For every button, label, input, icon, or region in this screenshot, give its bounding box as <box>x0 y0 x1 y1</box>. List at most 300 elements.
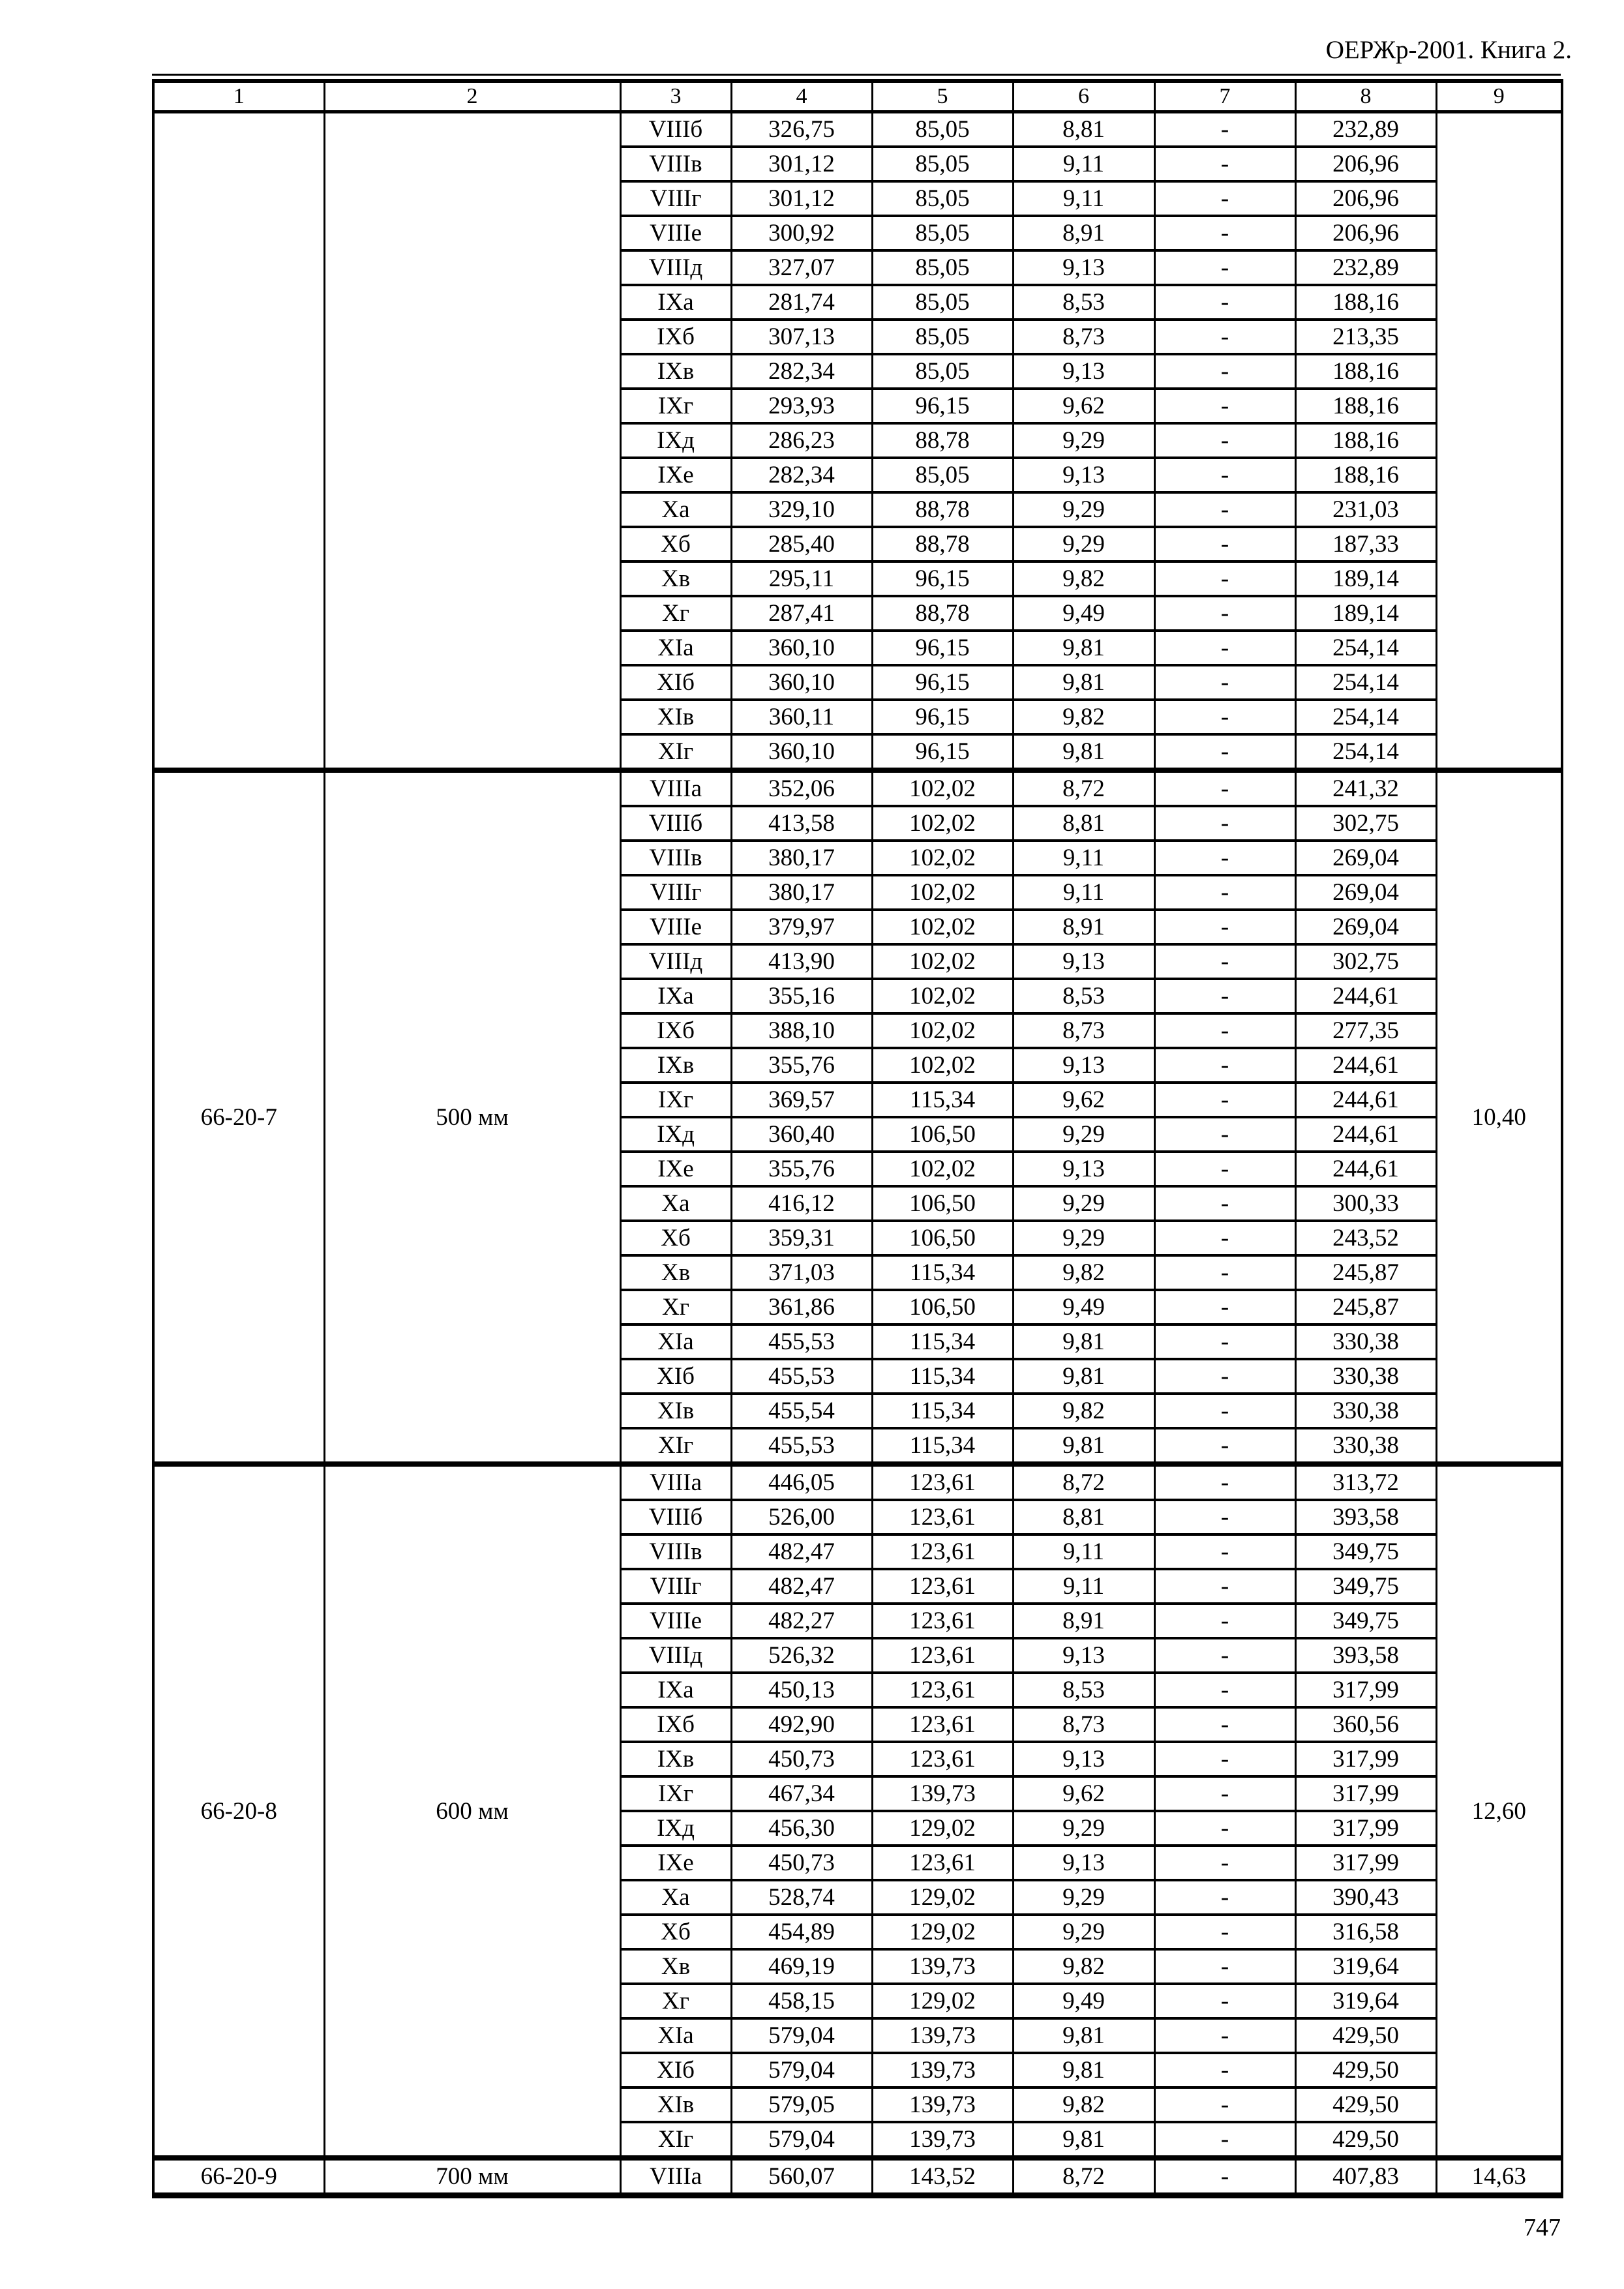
category-cell: VIIIв <box>620 1534 731 1569</box>
value-cell: 380,17 <box>731 841 872 875</box>
value-cell: 9,13 <box>1013 1742 1154 1776</box>
size-cell <box>324 112 620 771</box>
value-cell: 8,91 <box>1013 216 1154 250</box>
dash-cell: - <box>1154 1776 1295 1811</box>
dash-cell: - <box>1154 2087 1295 2122</box>
table-row <box>153 2158 1562 2196</box>
value-cell: 254,14 <box>1295 734 1436 770</box>
value-cell: 359,31 <box>731 1221 872 1255</box>
estimate-table-wrap <box>152 74 1561 2198</box>
value-cell: 254,14 <box>1295 631 1436 665</box>
value-cell: 244,61 <box>1295 1048 1436 1083</box>
value-cell: 102,02 <box>872 1048 1013 1083</box>
value-cell: 115,34 <box>872 1394 1013 1428</box>
value-cell: 9,13 <box>1013 1846 1154 1880</box>
dash-cell: - <box>1154 354 1295 389</box>
dash-cell: - <box>1154 1569 1295 1604</box>
value-cell: 329,10 <box>731 492 872 527</box>
value-cell: 9,11 <box>1013 1534 1154 1569</box>
category-cell: Xг <box>620 1290 731 1324</box>
value-cell: 115,34 <box>872 1255 1013 1290</box>
value-cell: 454,89 <box>731 1915 872 1949</box>
category-cell: VIIIг <box>620 181 731 216</box>
value-cell: 450,73 <box>731 1846 872 1880</box>
value-cell: 123,61 <box>872 1604 1013 1638</box>
value-cell: 393,58 <box>1295 1638 1436 1673</box>
dash-cell: - <box>1154 1880 1295 1915</box>
value-cell: 9,82 <box>1013 1255 1154 1290</box>
estimate-table <box>152 79 1563 2198</box>
value-cell: 327,07 <box>731 250 872 285</box>
value-cell: 450,73 <box>731 1742 872 1776</box>
column-number-header: 8 <box>1295 81 1436 112</box>
value-cell: 286,23 <box>731 423 872 458</box>
category-cell: Xа <box>620 1186 731 1221</box>
category-cell: VIIIв <box>620 841 731 875</box>
aux-cell <box>1436 112 1562 771</box>
value-cell: 254,14 <box>1295 665 1436 700</box>
value-cell: 9,81 <box>1013 2018 1154 2053</box>
code-cell <box>153 112 324 771</box>
category-cell: Xа <box>620 1880 731 1915</box>
category-cell: IXб <box>620 1707 731 1742</box>
dash-cell: - <box>1154 2122 1295 2158</box>
value-cell: 102,02 <box>872 1013 1013 1048</box>
value-cell: 9,82 <box>1013 700 1154 734</box>
category-cell: Xв <box>620 1255 731 1290</box>
code-cell: 66-20-8 <box>153 1464 324 2158</box>
value-cell: 349,75 <box>1295 1604 1436 1638</box>
category-cell: VIIIг <box>620 1569 731 1604</box>
value-cell: 9,13 <box>1013 458 1154 492</box>
dash-cell: - <box>1154 216 1295 250</box>
value-cell: 85,05 <box>872 112 1013 147</box>
column-number-header: 7 <box>1154 81 1295 112</box>
dash-cell: - <box>1154 1464 1295 1500</box>
dash-cell: - <box>1154 665 1295 700</box>
value-cell: 139,73 <box>872 1776 1013 1811</box>
value-cell: 96,15 <box>872 700 1013 734</box>
value-cell: 85,05 <box>872 181 1013 216</box>
value-cell: 139,73 <box>872 2122 1013 2158</box>
value-cell: 102,02 <box>872 1152 1013 1186</box>
value-cell: 458,15 <box>731 1984 872 2018</box>
size-cell: 700 мм <box>324 2158 620 2196</box>
value-cell: 189,14 <box>1295 596 1436 631</box>
value-cell: 282,34 <box>731 458 872 492</box>
value-cell: 287,41 <box>731 596 872 631</box>
value-cell: 355,76 <box>731 1152 872 1186</box>
value-cell: 302,75 <box>1295 944 1436 979</box>
dash-cell: - <box>1154 1638 1295 1673</box>
column-number-header: 1 <box>153 81 324 112</box>
category-cell: IXд <box>620 1117 731 1152</box>
category-cell: VIIIа <box>620 2158 731 2196</box>
value-cell: 371,03 <box>731 1255 872 1290</box>
value-cell: 300,33 <box>1295 1186 1436 1221</box>
dash-cell: - <box>1154 527 1295 561</box>
value-cell: 277,35 <box>1295 1013 1436 1048</box>
category-cell: IXг <box>620 1083 731 1117</box>
dash-cell: - <box>1154 1324 1295 1359</box>
dash-cell: - <box>1154 320 1295 354</box>
dash-cell: - <box>1154 181 1295 216</box>
value-cell: 244,61 <box>1295 1117 1436 1152</box>
value-cell: 360,56 <box>1295 1707 1436 1742</box>
value-cell: 206,96 <box>1295 181 1436 216</box>
value-cell: 102,02 <box>872 841 1013 875</box>
value-cell: 8,73 <box>1013 1013 1154 1048</box>
category-cell: XIа <box>620 1324 731 1359</box>
value-cell: 188,16 <box>1295 285 1436 320</box>
value-cell: 231,03 <box>1295 492 1436 527</box>
value-cell: 9,81 <box>1013 2122 1154 2158</box>
dash-cell: - <box>1154 2158 1295 2196</box>
value-cell: 232,89 <box>1295 250 1436 285</box>
value-cell: 243,52 <box>1295 1221 1436 1255</box>
dash-cell: - <box>1154 806 1295 841</box>
value-cell: 302,75 <box>1295 806 1436 841</box>
category-cell: VIIIб <box>620 806 731 841</box>
category-cell: IXе <box>620 458 731 492</box>
dash-cell: - <box>1154 561 1295 596</box>
column-number-header: 3 <box>620 81 731 112</box>
category-cell: VIIIд <box>620 944 731 979</box>
value-cell: 455,53 <box>731 1324 872 1359</box>
dash-cell: - <box>1154 1013 1295 1048</box>
value-cell: 206,96 <box>1295 147 1436 181</box>
value-cell: 352,06 <box>731 770 872 806</box>
dash-cell: - <box>1154 1949 1295 1984</box>
value-cell: 8,81 <box>1013 1500 1154 1534</box>
value-cell: 139,73 <box>872 2053 1013 2087</box>
value-cell: 139,73 <box>872 2087 1013 2122</box>
dash-cell: - <box>1154 1290 1295 1324</box>
dash-cell: - <box>1154 1117 1295 1152</box>
value-cell: 455,54 <box>731 1394 872 1428</box>
value-cell: 106,50 <box>872 1117 1013 1152</box>
value-cell: 9,81 <box>1013 2053 1154 2087</box>
category-cell: Xв <box>620 561 731 596</box>
dash-cell: - <box>1154 458 1295 492</box>
value-cell: 188,16 <box>1295 354 1436 389</box>
value-cell: 8,53 <box>1013 285 1154 320</box>
category-cell: Xг <box>620 1984 731 2018</box>
value-cell: 319,64 <box>1295 1949 1436 1984</box>
category-cell: IXв <box>620 1048 731 1083</box>
value-cell: 9,81 <box>1013 734 1154 770</box>
value-cell: 379,97 <box>731 910 872 944</box>
value-cell: 245,87 <box>1295 1290 1436 1324</box>
value-cell: 9,82 <box>1013 2087 1154 2122</box>
value-cell: 482,47 <box>731 1569 872 1604</box>
dash-cell: - <box>1154 1083 1295 1117</box>
value-cell: 8,73 <box>1013 1707 1154 1742</box>
value-cell: 9,49 <box>1013 596 1154 631</box>
value-cell: 85,05 <box>872 320 1013 354</box>
value-cell: 285,40 <box>731 527 872 561</box>
value-cell: 317,99 <box>1295 1776 1436 1811</box>
value-cell: 9,82 <box>1013 561 1154 596</box>
category-cell: IXв <box>620 1742 731 1776</box>
value-cell: 579,04 <box>731 2018 872 2053</box>
value-cell: 85,05 <box>872 285 1013 320</box>
column-number-header: 9 <box>1436 81 1562 112</box>
value-cell: 9,49 <box>1013 1984 1154 2018</box>
category-cell: IXг <box>620 389 731 423</box>
value-cell: 96,15 <box>872 631 1013 665</box>
dash-cell: - <box>1154 770 1295 806</box>
category-cell: Xб <box>620 1221 731 1255</box>
table-row <box>153 112 1562 147</box>
value-cell: 8,81 <box>1013 806 1154 841</box>
value-cell: 8,72 <box>1013 1464 1154 1500</box>
category-cell: VIIIа <box>620 1464 731 1500</box>
value-cell: 330,38 <box>1295 1324 1436 1359</box>
dash-cell: - <box>1154 1394 1295 1428</box>
value-cell: 115,34 <box>872 1324 1013 1359</box>
value-cell: 9,13 <box>1013 1152 1154 1186</box>
dash-cell: - <box>1154 250 1295 285</box>
value-cell: 300,92 <box>731 216 872 250</box>
value-cell: 9,13 <box>1013 1638 1154 1673</box>
value-cell: 115,34 <box>872 1428 1013 1464</box>
value-cell: 360,10 <box>731 631 872 665</box>
value-cell: 455,53 <box>731 1359 872 1394</box>
value-cell: 330,38 <box>1295 1428 1436 1464</box>
value-cell: 102,02 <box>872 944 1013 979</box>
dash-cell: - <box>1154 910 1295 944</box>
dash-cell: - <box>1154 2018 1295 2053</box>
value-cell: 9,29 <box>1013 1811 1154 1846</box>
category-cell: IXд <box>620 423 731 458</box>
category-cell: VIIIе <box>620 216 731 250</box>
dash-cell: - <box>1154 492 1295 527</box>
value-cell: 579,05 <box>731 2087 872 2122</box>
category-cell: XIг <box>620 734 731 770</box>
running-head: ОЕРЖр-2001. Книга 2. <box>1325 36 1572 64</box>
value-cell: 9,29 <box>1013 492 1154 527</box>
value-cell: 9,29 <box>1013 527 1154 561</box>
dash-cell: - <box>1154 596 1295 631</box>
value-cell: 8,72 <box>1013 2158 1154 2196</box>
category-cell: XIб <box>620 665 731 700</box>
value-cell: 9,62 <box>1013 1083 1154 1117</box>
dash-cell: - <box>1154 1984 1295 2018</box>
category-cell: IXб <box>620 320 731 354</box>
value-cell: 115,34 <box>872 1359 1013 1394</box>
value-cell: 9,29 <box>1013 1186 1154 1221</box>
value-cell: 9,11 <box>1013 1569 1154 1604</box>
value-cell: 390,43 <box>1295 1880 1436 1915</box>
value-cell: 96,15 <box>872 389 1013 423</box>
table-row <box>153 1464 1562 1500</box>
dash-cell: - <box>1154 1048 1295 1083</box>
value-cell: 8,91 <box>1013 1604 1154 1638</box>
value-cell: 317,99 <box>1295 1742 1436 1776</box>
value-cell: 115,34 <box>872 1083 1013 1117</box>
value-cell: 360,10 <box>731 734 872 770</box>
category-cell: VIIIд <box>620 250 731 285</box>
value-cell: 188,16 <box>1295 423 1436 458</box>
value-cell: 393,58 <box>1295 1500 1436 1534</box>
value-cell: 9,29 <box>1013 423 1154 458</box>
value-cell: 244,61 <box>1295 1152 1436 1186</box>
value-cell: 9,81 <box>1013 1428 1154 1464</box>
category-cell: Xб <box>620 1915 731 1949</box>
value-cell: 187,33 <box>1295 527 1436 561</box>
dash-cell: - <box>1154 1915 1295 1949</box>
value-cell: 129,02 <box>872 1984 1013 2018</box>
value-cell: 189,14 <box>1295 561 1436 596</box>
value-cell: 317,99 <box>1295 1673 1436 1707</box>
value-cell: 317,99 <box>1295 1811 1436 1846</box>
value-cell: 96,15 <box>872 665 1013 700</box>
aux-cell: 12,60 <box>1436 1464 1562 2158</box>
dash-cell: - <box>1154 1359 1295 1394</box>
value-cell: 429,50 <box>1295 2018 1436 2053</box>
value-cell: 88,78 <box>872 492 1013 527</box>
value-cell: 455,53 <box>731 1428 872 1464</box>
value-cell: 429,50 <box>1295 2087 1436 2122</box>
value-cell: 254,14 <box>1295 700 1436 734</box>
value-cell: 9,81 <box>1013 1324 1154 1359</box>
category-cell: IXа <box>620 979 731 1013</box>
value-cell: 293,93 <box>731 389 872 423</box>
value-cell: 388,10 <box>731 1013 872 1048</box>
value-cell: 102,02 <box>872 979 1013 1013</box>
value-cell: 8,53 <box>1013 1673 1154 1707</box>
value-cell: 330,38 <box>1295 1394 1436 1428</box>
value-cell: 482,47 <box>731 1534 872 1569</box>
value-cell: 360,40 <box>731 1117 872 1152</box>
value-cell: 8,73 <box>1013 320 1154 354</box>
dash-cell: - <box>1154 1604 1295 1638</box>
category-cell: XIб <box>620 2053 731 2087</box>
category-cell: XIг <box>620 1428 731 1464</box>
category-cell: VIIIв <box>620 147 731 181</box>
value-cell: 9,81 <box>1013 665 1154 700</box>
dash-cell: - <box>1154 1673 1295 1707</box>
value-cell: 467,34 <box>731 1776 872 1811</box>
value-cell: 213,35 <box>1295 320 1436 354</box>
value-cell: 326,75 <box>731 112 872 147</box>
value-cell: 526,00 <box>731 1500 872 1534</box>
value-cell: 88,78 <box>872 596 1013 631</box>
column-number-row <box>153 81 1562 112</box>
page-number: 747 <box>1524 2214 1561 2241</box>
value-cell: 102,02 <box>872 875 1013 910</box>
value-cell: 413,90 <box>731 944 872 979</box>
value-cell: 355,76 <box>731 1048 872 1083</box>
category-cell: IXб <box>620 1013 731 1048</box>
aux-cell: 10,40 <box>1436 770 1562 1464</box>
value-cell: 123,61 <box>872 1500 1013 1534</box>
category-cell: XIв <box>620 2087 731 2122</box>
category-cell: XIб <box>620 1359 731 1394</box>
value-cell: 9,13 <box>1013 1048 1154 1083</box>
value-cell: 129,02 <box>872 1915 1013 1949</box>
dash-cell: - <box>1154 1534 1295 1569</box>
category-cell: VIIIб <box>620 112 731 147</box>
value-cell: 129,02 <box>872 1811 1013 1846</box>
value-cell: 281,74 <box>731 285 872 320</box>
value-cell: 85,05 <box>872 354 1013 389</box>
category-cell: IXе <box>620 1846 731 1880</box>
value-cell: 330,38 <box>1295 1359 1436 1394</box>
value-cell: 413,58 <box>731 806 872 841</box>
dash-cell: - <box>1154 841 1295 875</box>
value-cell: 307,13 <box>731 320 872 354</box>
category-cell: IXд <box>620 1811 731 1846</box>
dash-cell: - <box>1154 389 1295 423</box>
value-cell: 560,07 <box>731 2158 872 2196</box>
category-cell: IXв <box>620 354 731 389</box>
dash-cell: - <box>1154 2053 1295 2087</box>
dash-cell: - <box>1154 1811 1295 1846</box>
category-cell: XIг <box>620 2122 731 2158</box>
value-cell: 88,78 <box>872 423 1013 458</box>
value-cell: 9,49 <box>1013 1290 1154 1324</box>
dash-cell: - <box>1154 423 1295 458</box>
value-cell: 9,82 <box>1013 1394 1154 1428</box>
category-cell: XIв <box>620 1394 731 1428</box>
dash-cell: - <box>1154 1846 1295 1880</box>
value-cell: 9,62 <box>1013 389 1154 423</box>
value-cell: 85,05 <box>872 458 1013 492</box>
value-cell: 317,99 <box>1295 1846 1436 1880</box>
category-cell: IXа <box>620 1673 731 1707</box>
category-cell: VIIIг <box>620 875 731 910</box>
value-cell: 123,61 <box>872 1846 1013 1880</box>
dash-cell: - <box>1154 112 1295 147</box>
dash-cell: - <box>1154 734 1295 770</box>
category-cell: IXе <box>620 1152 731 1186</box>
value-cell: 407,83 <box>1295 2158 1436 2196</box>
value-cell: 102,02 <box>872 910 1013 944</box>
value-cell: 9,81 <box>1013 631 1154 665</box>
value-cell: 123,61 <box>872 1464 1013 1500</box>
value-cell: 319,64 <box>1295 1984 1436 2018</box>
code-cell: 66-20-9 <box>153 2158 324 2196</box>
value-cell: 8,91 <box>1013 910 1154 944</box>
value-cell: 123,61 <box>872 1673 1013 1707</box>
dash-cell: - <box>1154 979 1295 1013</box>
value-cell: 492,90 <box>731 1707 872 1742</box>
category-cell: Xг <box>620 596 731 631</box>
value-cell: 123,61 <box>872 1569 1013 1604</box>
value-cell: 429,50 <box>1295 2122 1436 2158</box>
size-cell: 600 мм <box>324 1464 620 2158</box>
dash-cell: - <box>1154 1186 1295 1221</box>
value-cell: 139,73 <box>872 2018 1013 2053</box>
value-cell: 106,50 <box>872 1221 1013 1255</box>
dash-cell: - <box>1154 1707 1295 1742</box>
value-cell: 244,61 <box>1295 979 1436 1013</box>
value-cell: 355,16 <box>731 979 872 1013</box>
value-cell: 360,10 <box>731 665 872 700</box>
dash-cell: - <box>1154 700 1295 734</box>
value-cell: 456,30 <box>731 1811 872 1846</box>
value-cell: 106,50 <box>872 1186 1013 1221</box>
dash-cell: - <box>1154 944 1295 979</box>
size-cell: 500 мм <box>324 770 620 1464</box>
category-cell: IXа <box>620 285 731 320</box>
category-cell: Xа <box>620 492 731 527</box>
value-cell: 269,04 <box>1295 910 1436 944</box>
value-cell: 282,34 <box>731 354 872 389</box>
value-cell: 349,75 <box>1295 1569 1436 1604</box>
